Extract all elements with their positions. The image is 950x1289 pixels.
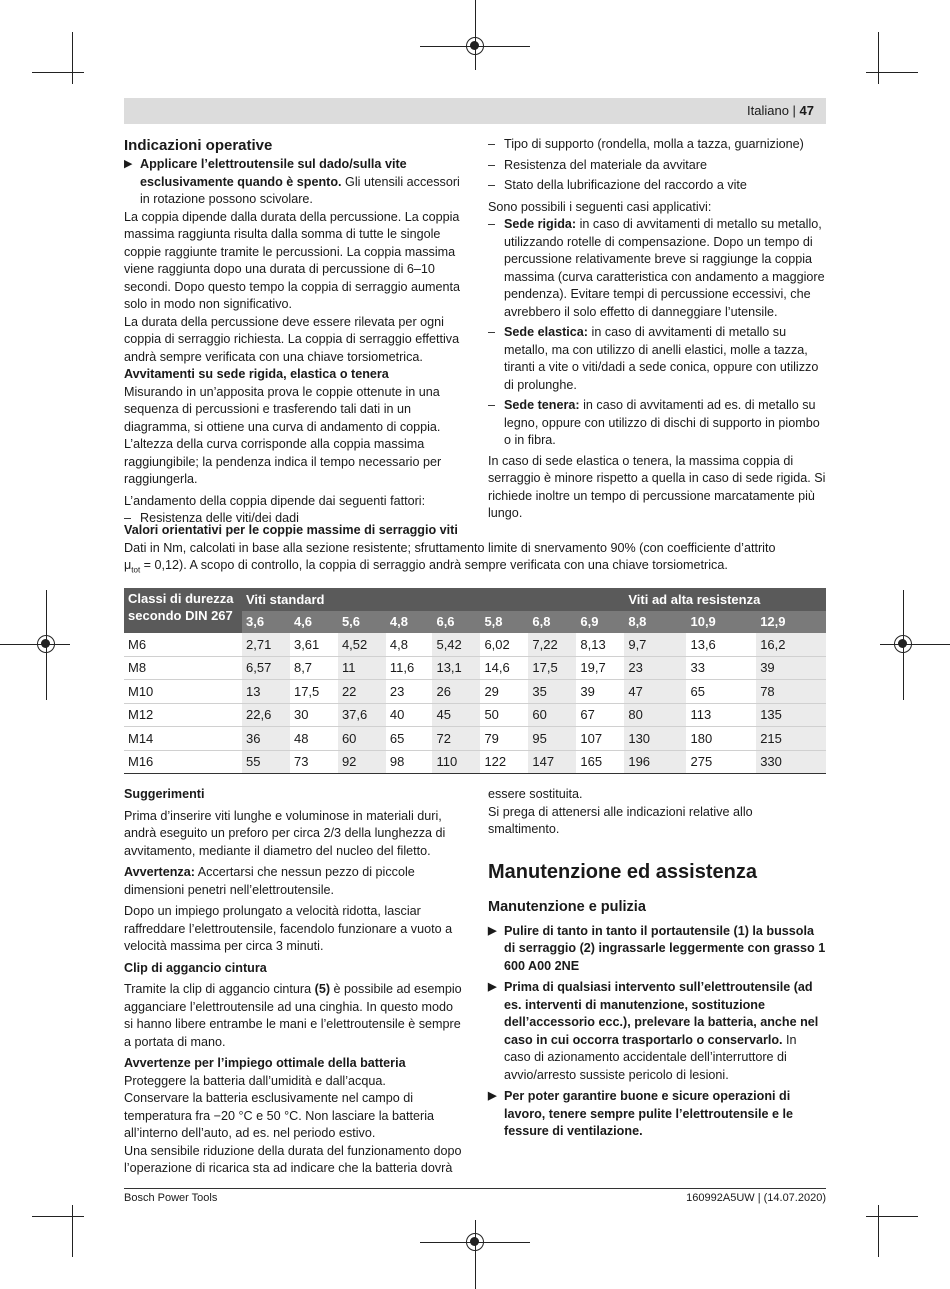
crop-mark <box>878 32 879 84</box>
table-cell: 23 <box>386 680 433 704</box>
table-cell: 13,6 <box>686 633 756 656</box>
class-header: 6,9 <box>576 611 624 634</box>
paragraph: Prima d’inserire viti lunghe e voluminose in materiali duri, andrà eseguito un preforo per circa 2/3 della lunghezza di avvitamento, mediante il diametro del nucleo del filetto. <box>124 808 446 858</box>
page-header: Italiano | 47 <box>747 103 814 118</box>
bullet-bold: Prima di qualsiasi intervento sull’elettroutensile (ad es. interventi di manutenzione, sostituzione dell’accessorio ecc.), prelevare la batteria, anche nel caso in cui occorra trasportarlo o conservarlo. <box>504 980 819 1047</box>
table-cell: 35 <box>528 680 576 704</box>
triangle-bullet-icon: ▶ <box>488 1090 497 1102</box>
table-cell: 23 <box>624 656 686 680</box>
list-item: – Tipo di supporto (rondella, molla a tazza, guarnizione) <box>488 136 826 154</box>
table-body <box>124 633 826 774</box>
crop-mark <box>72 32 73 84</box>
table-cell: 55 <box>242 750 290 774</box>
paragraph: La coppia dipende dalla durata della percussione. La coppia massima raggiunta risulta dalla somma di tutte le singole coppie raggiunte tramite le percussioni. La coppia massima viene raggiunta dopo una durata di percussione di 6–10 secondi. Dopo questo tempo la coppia di serraggio aumenta solo in modo non significativo. <box>124 209 461 311</box>
case-title: Sede rigida: <box>504 217 577 231</box>
bullet-bold: Applicare l’elettroutensile sul dado/sulla vite esclusivamente quando è spento. <box>140 157 407 189</box>
table-cell: 122 <box>480 750 528 774</box>
mu-symbol: μ <box>124 558 132 572</box>
table-cell: 14,6 <box>480 656 528 680</box>
table-cell: 7,22 <box>528 633 576 656</box>
table-cell: 3,61 <box>290 633 338 656</box>
group-standard: Viti standard <box>242 588 624 611</box>
clip-ref: (5) <box>314 982 331 996</box>
table-cell: 65 <box>686 680 756 704</box>
table-cell: 30 <box>290 703 338 727</box>
list-item: – Stato della lubrificazione del raccordo a vite <box>488 177 826 195</box>
paragraph: Misurando in un’apposita prova le coppie ottenute in una sequenza di percussioni e trasferendo tali dati in un diagramma, si ottiene una curva di andamento di coppia. L’altezza della curva corrisponde alla coppia massima raggiungibile; la pendenza indica il tempo necessario per raggiungerla. <box>124 384 442 486</box>
table-cell: 4,52 <box>338 633 386 656</box>
paragraph: Proteggere la batteria dall’umidità e dall’acqua. <box>124 1073 386 1088</box>
table-cell: 147 <box>528 750 576 774</box>
table-cell: 48 <box>290 727 338 751</box>
table-cell: 39 <box>576 680 624 704</box>
table-cell: 60 <box>338 727 386 751</box>
table-cell: 79 <box>480 727 528 751</box>
crop-mark <box>880 644 950 645</box>
class-header: 5,6 <box>338 611 386 634</box>
table-cell: 47 <box>624 680 686 704</box>
bullet-text: Pulire di tanto in tanto il portautensile (1) la bussola di serraggio (2) ingrassarle leggermente con grasso 1 600 A00 2NE <box>504 923 826 973</box>
crop-mark <box>475 1220 476 1289</box>
table-cell: 180 <box>686 727 756 751</box>
table-cell: 22,6 <box>242 703 290 727</box>
subheading: Clip di aggancio cintura <box>124 960 267 975</box>
col-head-hardness: Classi di durezza secondo DIN 267 <box>124 588 242 633</box>
crop-mark <box>866 72 918 73</box>
table-cell: 37,6 <box>338 703 386 727</box>
table-cell: 45 <box>432 703 480 727</box>
case-text: in caso di avvitamenti di metallo su metallo, utilizzando rotelle di compensazione. Dopo un tempo di percussione relativamente breve si raggiunge la coppia massima (curva caratteristica con andamento a maggiore pendenza). Evitare tempi di percussione eccessivi, che avrebbero il solo effetto di danneggiare l’utensile. <box>504 217 825 319</box>
table-cell: 5,42 <box>432 633 480 656</box>
table-row <box>124 750 826 774</box>
table-cell: 17,5 <box>528 656 576 680</box>
case-title: Sede tenera: <box>504 398 580 412</box>
page-number: 47 <box>799 103 814 118</box>
paragraph: In caso di sede elastica o tenera, la massima coppia di serraggio è minore rispetto a quella in caso di sede rigida. Si richiede inoltre un tempo di percussione marcatamente più lungo. <box>488 453 826 520</box>
paragraph: Dopo un impiego prolungato a velocità ridotta, lasciar raffreddare l’elettroutensile, facendolo funzionare a vuoto a velocità massima per circa 3 minuti. <box>124 904 453 953</box>
header-language: Italiano <box>747 103 789 118</box>
case-title: Sede elastica: <box>504 325 589 339</box>
list-item-text: Stato della lubrificazione del raccordo a vite <box>504 178 747 192</box>
table-cell: 196 <box>624 750 686 774</box>
paragraph: Sono possibili i seguenti casi applicativi: <box>488 199 712 214</box>
lower-right-column <box>488 786 826 1141</box>
subheading: Suggerimenti <box>124 787 205 801</box>
table-cell: 80 <box>624 703 686 727</box>
clip-text-2: è possibile ad esempio agganciare l’elettroutensile ad una cinghia. In questo modo si hanno libere entrambe le mani e l’elettroutensile è sempre a portata di mano. <box>124 982 462 1049</box>
bullet-text: In caso di azionamento accidentale dell’interruttore di avvio/arresto sussiste pericolo di lesioni. <box>504 1032 797 1082</box>
lower-left-column <box>124 786 464 1178</box>
crop-mark <box>72 1205 73 1257</box>
crop-mark <box>32 1216 84 1217</box>
paragraph: Una sensibile riduzione della durata del funzionamento dopo l’operazione di ricarica sta ad indicare che la batteria dovrà <box>124 1143 462 1175</box>
table-cell: 67 <box>576 703 624 727</box>
table-cell: 13,1 <box>432 656 480 680</box>
table-description: Dati in Nm, calcolati in base alla sezione resistente; sfruttamento limite di snervamento 90% (con coefficiente d’attrito <box>124 540 776 555</box>
table-cell: 39 <box>756 656 826 680</box>
paragraph: La durata della percussione deve essere rilevata per ogni coppia di serraggio richiesta. La coppia di serraggio effettiva andrà sempre verificata con una chiave torsiometrica. <box>124 314 460 364</box>
table-title: Valori orientativi per le coppie massime di serraggio viti <box>124 523 458 537</box>
table-cell: 50 <box>480 703 528 727</box>
footer-rule <box>124 1188 826 1189</box>
row-label: M6 <box>124 633 242 656</box>
paragraph: Si prega di attenersi alle indicazioni relative allo smaltimento. <box>488 804 753 836</box>
paragraph <box>124 864 464 899</box>
chapter-title: Manutenzione ed assistenza <box>488 860 757 883</box>
group-high-strength: Viti ad alta resistenza <box>624 588 826 611</box>
list-item-text: Tipo di supporto (rondella, molla a tazza, guarnizione) <box>504 137 804 151</box>
footer-right: 160992A5UW | (14.07.2020) <box>686 1192 826 1204</box>
instruction-bullet <box>488 1088 826 1141</box>
bullet-text: Per poter garantire buone e sicure operazioni di lavoro, tenere sempre pulite l’elettroutensile e le fessure di ventilazione. <box>504 1089 794 1138</box>
table-caption <box>124 522 826 579</box>
table-cell: 73 <box>290 750 338 774</box>
footer-left: Bosch Power Tools <box>124 1192 218 1204</box>
class-header: 6,8 <box>528 611 576 634</box>
table-cell: 19,7 <box>576 656 624 680</box>
table-row <box>124 703 826 727</box>
right-column <box>488 136 826 523</box>
table-cell: 72 <box>432 727 480 751</box>
table-description-2 <box>124 557 826 579</box>
mu-subscript: tot <box>131 565 141 575</box>
list-item: – Resistenza del materiale da avvitare <box>488 157 826 175</box>
registration-mark-icon <box>466 1233 484 1251</box>
header-band <box>124 98 826 124</box>
table-cell: 6,57 <box>242 656 290 680</box>
section-title: Manutenzione e pulizia <box>488 898 646 915</box>
crop-mark <box>866 1216 918 1217</box>
class-header: 4,8 <box>386 611 433 634</box>
registration-mark-icon <box>37 635 55 653</box>
bullet-text: Gli utensili accessori in rotazione possono scivolare. <box>140 174 460 206</box>
table-cell: 92 <box>338 750 386 774</box>
table-cell: 9,7 <box>624 633 686 656</box>
table-cell: 36 <box>242 727 290 751</box>
table-cell: 8,13 <box>576 633 624 656</box>
left-column <box>124 136 464 528</box>
warning-label: Avvertenza: <box>124 865 195 879</box>
table-cell: 8,7 <box>290 656 338 680</box>
table-cell: 22 <box>338 680 386 704</box>
instruction-bullet <box>124 156 464 209</box>
row-label: M8 <box>124 656 242 680</box>
table-cell: 330 <box>756 750 826 774</box>
triangle-bullet-icon: ▶ <box>488 981 497 993</box>
table-cell: 29 <box>480 680 528 704</box>
class-header: 5,8 <box>480 611 528 634</box>
list-item-text: Resistenza delle viti/dei dadi <box>140 511 299 525</box>
table-row <box>124 633 826 656</box>
subheading: Avvitamenti su sede rigida, elastica o tenera <box>124 367 389 381</box>
paragraph: Conservare la batteria esclusivamente nel campo di temperatura fra −20 °C e 50 °C. Non lasciare la batteria all’interno dell’auto, ad es. nel periodo estivo. <box>124 1091 435 1140</box>
list-item: – Sede tenera: in caso di avvitamenti ad es. di metallo su legno, oppure con utilizzo di dischi di supporto in piombo o in fibra. <box>488 398 820 447</box>
row-label: M12 <box>124 703 242 727</box>
table-cell: 16,2 <box>756 633 826 656</box>
crop-mark <box>0 644 70 645</box>
crop-mark <box>475 0 476 70</box>
table-cell: 17,5 <box>290 680 338 704</box>
table-cell: 275 <box>686 750 756 774</box>
case-text: in caso di avvitamenti ad es. di metallo su legno, oppure con utilizzo di dischi di supporto in piombo o in fibra. <box>504 398 820 447</box>
row-label: M14 <box>124 727 242 751</box>
registration-mark-icon <box>466 37 484 55</box>
table-cell: 26 <box>432 680 480 704</box>
list-item-text: Resistenza del materiale da avvitare <box>504 157 708 172</box>
instruction-bullet <box>488 923 826 976</box>
paragraph: essere sostituita. <box>488 787 583 801</box>
class-header: 8,8 <box>624 611 686 634</box>
table-cell: 107 <box>576 727 624 751</box>
section-title: Indicazioni operative <box>124 137 273 154</box>
table-cell: 78 <box>756 680 826 704</box>
class-header: 3,6 <box>242 611 290 634</box>
table-cell: 98 <box>386 750 433 774</box>
crop-mark <box>878 1205 879 1257</box>
table-cell: 215 <box>756 727 826 751</box>
table-cell: 113 <box>686 703 756 727</box>
registration-mark-icon <box>894 635 912 653</box>
table-cell: 65 <box>386 727 433 751</box>
triangle-bullet-icon: ▶ <box>124 158 133 170</box>
table-cell: 11 <box>338 656 386 680</box>
clip-text: Tramite la clip di aggancio cintura <box>124 982 315 996</box>
table-cell: 135 <box>756 703 826 727</box>
class-header: 10,9 <box>686 611 756 634</box>
class-header: 12,9 <box>756 611 826 634</box>
row-label: M16 <box>124 750 242 774</box>
table-row <box>124 727 826 751</box>
table-cell: 95 <box>528 727 576 751</box>
table-cell: 13 <box>242 680 290 704</box>
instruction-bullet <box>488 979 826 1084</box>
table-cell: 130 <box>624 727 686 751</box>
table-cell: 40 <box>386 703 433 727</box>
table-cell: 4,8 <box>386 633 433 656</box>
table-cell: 11,6 <box>386 656 433 680</box>
desc-rest: = 0,12). A scopo di controllo, la coppia di serraggio andrà sempre verificata con una chiave torsiometrica. <box>140 558 728 572</box>
table-cell: 6,02 <box>480 633 528 656</box>
paragraph <box>124 981 464 1051</box>
table-cell: 165 <box>576 750 624 774</box>
list-item: – Sede rigida: in caso di avvitamenti di metallo su metallo, utilizzando rotelle di compensazione. Dopo un tempo di percussione relativamente breve si raggiunge la coppia massima (curva caratteristica con andamento a maggiore pendenza). Evitare tempi di percussione eccessivi, che avrebbero il solo effetto di danneggiare l’utensile. <box>488 217 825 319</box>
table-row <box>124 680 826 704</box>
list-item: – Resistenza delle viti/dei dadi <box>124 510 464 528</box>
table-row <box>124 656 826 680</box>
crop-mark <box>32 72 84 73</box>
table-cell: 110 <box>432 750 480 774</box>
list-item: – Sede elastica: in caso di avvitamenti di metallo su metallo, ma con utilizzo di anelli elastici, molle a tazza, tiranti a vite o viti/dadi a sede conica, oppure con utilizzo di prolunghe. <box>488 325 819 392</box>
subheading: Avvertenze per l’impiego ottimale della batteria <box>124 1056 406 1070</box>
class-header: 6,6 <box>432 611 480 634</box>
row-label: M10 <box>124 680 242 704</box>
torque-table <box>124 588 826 774</box>
table-cell: 33 <box>686 656 756 680</box>
triangle-bullet-icon: ▶ <box>488 924 497 937</box>
paragraph: L’andamento della coppia dipende dai seguenti fattori: <box>124 493 426 508</box>
case-text: in caso di avvitamenti di metallo su metallo, ma con utilizzo di anelli elastici, molle a tazza, tiranti a vite o viti/dadi a sede conica, oppure con utilizzo di prolunghe. <box>504 325 819 392</box>
warning-text: Accertarsi che nessun pezzo di piccole dimensioni penetri nell’elettroutensile. <box>124 865 415 897</box>
table-cell: 2,71 <box>242 633 290 656</box>
table-cell: 60 <box>528 703 576 727</box>
class-header: 4,6 <box>290 611 338 634</box>
